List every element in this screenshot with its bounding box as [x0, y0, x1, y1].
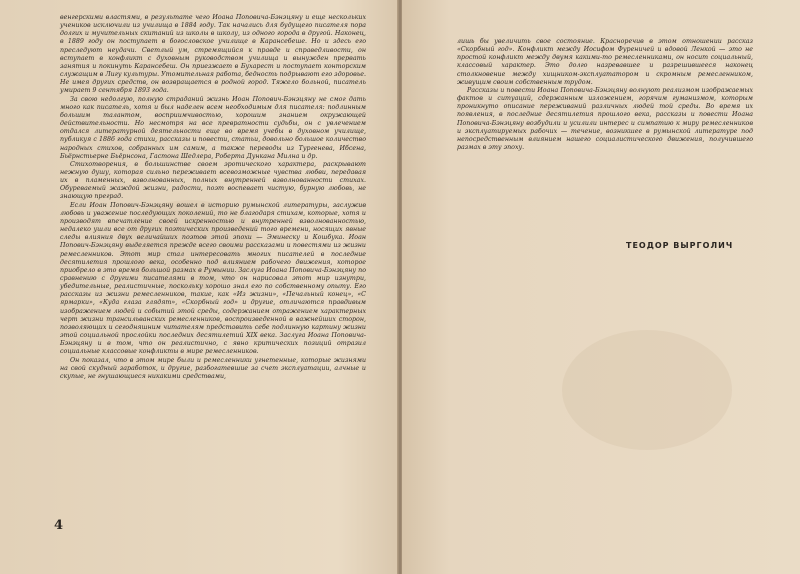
paragraph: венгерскими властями, в результате чего Иоана Поповича-Бэнэцяну и еще нескольких учеников исключили из училища в 1884 году. Так начались для будущего писателя пора долгих и мучительных скитаний из школы в школу, из одного города в другой. Наконец, в 1889 году он поступает в богословское училище в Карансебеше. Но и здесь его преследуют неудачи. Светлый ум, стремящийся к правде и справедливости, он вступает в конфликт с духовным руководством училища и вынужден прервать занятия и покинуть Карансебеш. Он приезжает в Бухарест и поступает конторским служащим в Лигу культуры. Утомительная работа, бедность подрывают его здоровье. Не имея других средств, он возвращается в родной город. Тяжело больной, писатель умирает 9 сентября 1893 года.	[60, 14, 366, 95]
paragraph: Он показал, что в этом мире были и ремесленники угнетенные, которые жизнями на свой скудный заработок, и другие, разбогатевшие за счет эксплуатации, алчные и скупые, не гнушающиеся никакими средствами,	[60, 356, 366, 380]
paragraph: За свою недолгую, полную страданий жизнь Иоан Попович-Бэнэцяну не смог дать много как писатель, хотя и был наделен всем необходимым для писателя: подлинным большим талантом, восприимчивостью, хорошим знанием окружающей действительности. Но несмотря на все превратности судьбы, он с увлечением отдался литературной деятельности еще во время учебы в духовном училище, публикуя с 1886 года стихи, рассказы и повести, статьи, довольно большое количество народных стихов, собранных им самим, а также переводы из Тургенева, Ибсена, Бьёрнстьерне Бьёрнсона, Гастона Шедлера, Роберта Дункана Милна и др.	[60, 95, 366, 160]
left-page-text	[60, 14, 366, 381]
paper-stain	[562, 330, 732, 450]
paragraph: Стихотворения, в большинстве своем эротического характера, раскрывают нежную душу, которая сильно переживает всевозможные чувства любви, передавая их в пламенных, взволнованных, полных внутренней взволнованности стихах. Обуреваемый жаждой жизни, радости, поэт воспевает чистую, бурную любовь, не знающую преград.	[60, 160, 366, 201]
left-page	[0, 0, 398, 574]
right-page-text	[457, 38, 753, 152]
paragraph: Если Иоан Попович-Бэнэцяну вошел в историю румынской литературы, заслужив любовь и уважение последующих поколений, то не благодаря стихам, которые, хотя и производят впечатление своей искренностью и внутренней взволнованностью, недалеко ушли все от других поэтических произведений того времени, носящих явные следы влияния двух величайших поэтов этой эпохи — Эминеску и Кошбука. Иоан Попович-Бэнэцяну выделяется прежде всего своими рассказами и повестями из жизни ремесленников. Этот мир стал интересовать многих писателей в последние десятилетия прошлого века, особенно под влиянием рабочего движения, которое приобрело в это время большой размах в Румынии. Заслуга Иоана Поповича-Бэнэцяну по сравнению с другими писателями в том, что он нарисовал этот мир изнутри, убедительные, реалистичные, поскольку хорошо знал его по собственному опыту. Его рассказы из жизни ремесленников, такие, как «Из жизни», «Печальный конец», «С ярмарки», «Куда глаза глядят», «Скорбный год» и другие, отличаются правдивым изображением людей и событий этой среды, содержанием отражением характерных черт жизни трансильванских ремесленников, воспроизведенной в важнейших сторон, позволяющих и сегодняшним читателям представить себе подлинную картину жизни этой социальной прослойки последних десятилетий XIX века. Заслуга Иоана Поповича-Бэнэцяну и в том, что он реалистично, с явно критических позиций отразил социальные классовые конфликты в мире ремесленников.	[60, 201, 366, 356]
right-page	[402, 0, 800, 574]
paragraph: Рассказы и повести Иоана Поповича-Бэнэцяну волнуют реализмом изображаемых фактов и ситуаций, сдержанным изложением, горячим гуманизмом, которым проникнуто описание переживаний различных людей той среды. Во время их появления, в последние десятилетия прошлого века, рассказы и повести Иоана Поповича-Бэнэцяну возбудили и усилили интерес и симпатию к миру ремесленников и эксплуатируемых рабочих — течение, возникшее в румынской литературе под непосредственным влиянием нашего социалистического движения, получившего размах в эту эпоху.	[457, 86, 753, 152]
author-signature: ТЕОДОР ВЫРГОЛИЧ	[626, 241, 734, 250]
page-number: 4	[54, 518, 64, 533]
paragraph: лишь бы увеличить свое состояние. Красноречив в этом отношении рассказ «Скорбный год». Конфликт между Иосифом Фуреничей и вдовой Ленкой — это не простой конфликт между двумя какими-то ремесленниками, он носит социальный, классовый характер. Это долго назревавшее и разрешившееся наконец столкновение между хищником-эксплуататором и скромным ремесленником, живущим своим собственным трудом.	[457, 38, 753, 86]
